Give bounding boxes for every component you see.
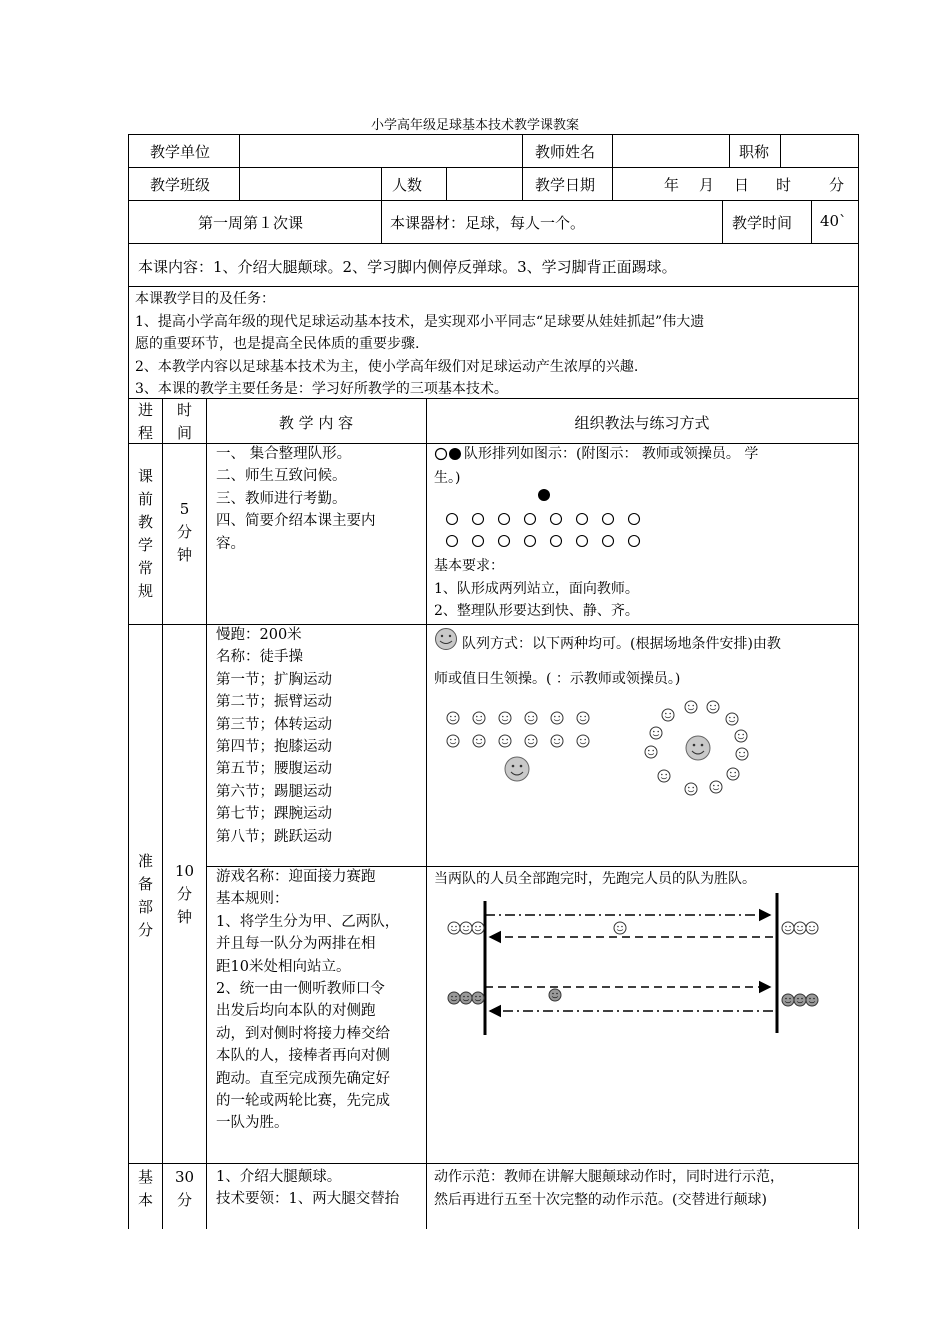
lesson-content: 本课内容：1、介绍大腿颠球。2、学习脚内侧停反弹球。3、学习脚背正面踢球。 — [138, 258, 677, 276]
sec1-content: 一、 集合整理队形。 二、师生互致问候。 三、教师进行考勤。 四、简要介绍本课主要内 容。 — [216, 446, 376, 552]
class-label: 教学班级 — [150, 176, 211, 194]
queue-text-1: 队列方式：以下两种均可。(根据场地条件安排)由教 — [462, 636, 781, 652]
warmup-content: 慢跑：200米 名称：徒手操 第一节；扩胸运动 第二节；振臂运动 第三节；体转运动 第四节；抱膝运动 第五节；腰腹运动 第六节；踢腿运动 第七节；踝腕运动 第八节；跳跃运动 — [216, 627, 332, 845]
formation-diagram — [430, 480, 660, 555]
time-value: 40` — [820, 212, 847, 230]
date-day: 日 — [734, 176, 750, 194]
date-month: 月 — [699, 176, 715, 194]
unit-label: 教学单位 — [150, 143, 211, 161]
count-label: 人数 — [392, 176, 423, 194]
sec2-phase: 准 备 部 分 — [137, 852, 153, 939]
relay-game-rules: 游戏名称：迎面接力赛跑 基本规则： 1、将学生分为甲、乙两队， 并且每一队分为两排在相 距10米处相向站立。 2、统一由一侧听教师口令 出发后均向本队的对侧跑 动，到对侧时将接力棒交给 本队的人，接棒者再向对侧 跑动。直至完成预先确定好 的一轮或两轮比赛，先完成 一队为胜。 — [216, 869, 400, 1132]
date-hour: 时 — [776, 176, 792, 194]
rank-label: 职称 — [739, 143, 770, 161]
sec1-phase: 课 前 教 学 常 规 — [137, 467, 153, 600]
sec1-requirements: 基本要求： 1、队形成两列站立，面向教师。 2、整理队形要达到快、静、齐。 — [434, 558, 639, 619]
objectives — [135, 288, 855, 401]
sec1-time: 5 分 钟 — [176, 500, 192, 564]
warmup-formation-diagram — [432, 695, 762, 800]
phase-header: 进 程 — [137, 401, 153, 442]
equipment: 本课器材：足球，每人一个。 — [390, 214, 586, 232]
sec3-time: 30 分 — [174, 1168, 195, 1209]
sec3-content: 1、介绍大腿颠球。 技术要领：1、两大腿交替抬 — [216, 1169, 400, 1208]
method-header: 组织教法与练习方式 — [574, 414, 710, 432]
smiley-icon — [432, 628, 462, 652]
content-header: 教 学 内 容 — [278, 414, 354, 432]
date-year: 年 — [664, 176, 680, 194]
lesson-number: 第一周第１次课 — [198, 214, 304, 232]
objective-1a: 1、提高小学高年级的现代足球运动基本技术，是实现邓小平同志“足球要从娃娃抓起”伟大遗 — [135, 313, 705, 330]
time-header: 时 间 — [176, 401, 192, 442]
legend-icons — [434, 447, 466, 461]
relay-method: 当两队的人员全部跑完时，先跑完人员的队为胜队。 — [434, 871, 756, 887]
formation-text-2: 生。) — [434, 470, 461, 486]
objective-2: 2、本教学内容以足球基本技术为主，使小学高年级们对足球运动产生浓厚的兴趣. — [135, 358, 639, 375]
teacher-marker — [538, 489, 550, 501]
date-minute: 分 — [829, 176, 845, 194]
objectives-title: 本课教学目的及任务： — [135, 291, 275, 307]
sec3-phase: 基 本 — [137, 1168, 153, 1209]
sec2-time: 10 分 钟 — [174, 862, 195, 926]
sec3-method: 动作示范：教师在讲解大腿颠球动作时，同时进行示范， 然后再进行五至十次完整的动作示范。(交替进行颠球) — [434, 1169, 784, 1208]
time-label: 教学时间 — [732, 214, 793, 232]
queue-text-2: 师或值日生领操。( ：示教师或领操员。) — [434, 671, 681, 687]
formation-text-1: 队形排列如图示：(附图示： 教师或领操员。 学 — [464, 446, 759, 462]
document-title: 小学高年级足球基本技术教学课教案 — [370, 118, 579, 133]
objective-1b: 愿的重要环节，也是提高全民体质的重要步骤. — [135, 336, 420, 352]
objective-3: 3、本课的教学主要任务是：学习好所教学的三项基本技术。 — [135, 381, 508, 397]
teacher-name-label: 教师姓名 — [535, 143, 596, 161]
relay-diagram — [440, 893, 830, 1043]
date-label: 教学日期 — [535, 176, 596, 194]
